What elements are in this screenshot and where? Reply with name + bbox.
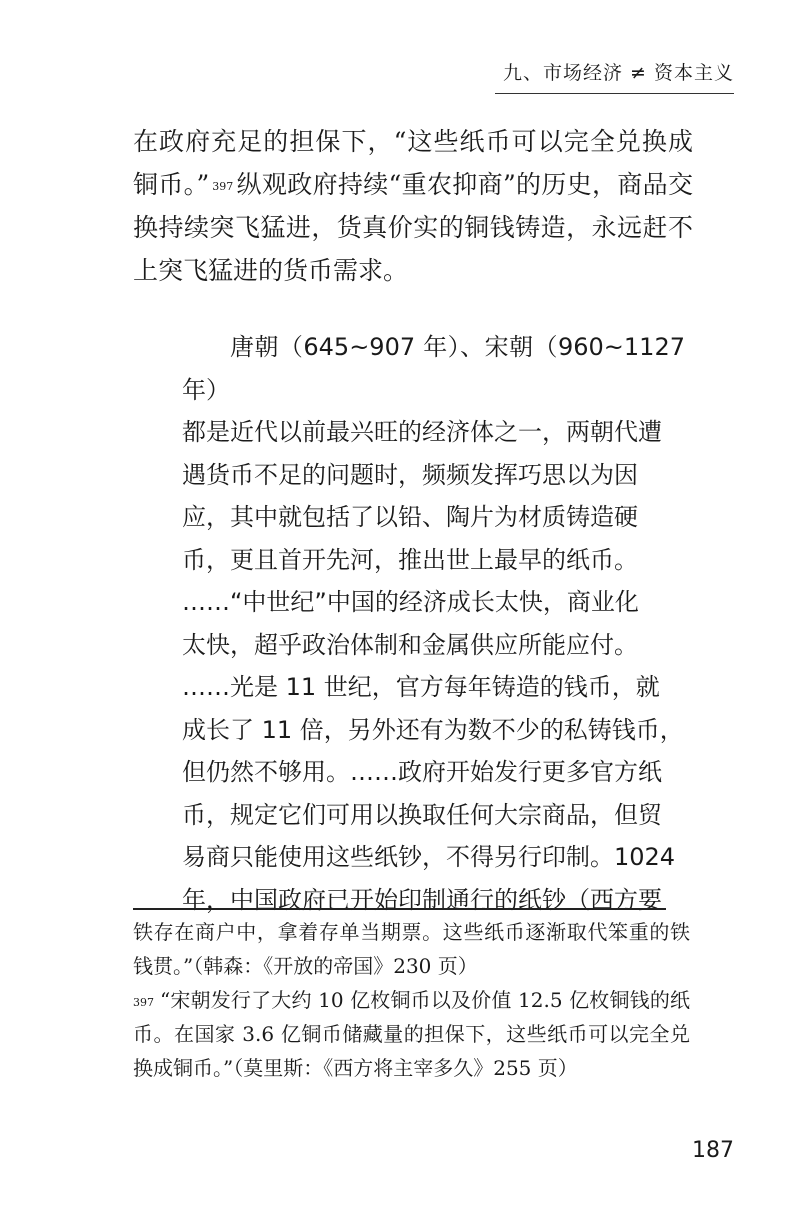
footnote-397: [133, 983, 690, 1085]
quote-line: ……光是 11 世纪，官方每年铸造的钱币，就: [182, 673, 660, 701]
quote-line: 太快，超乎政治体制和金属供应所能应付。: [182, 630, 638, 659]
footnote-reference[interactable]: 397: [212, 180, 234, 193]
quote-line: 成长了 11 倍，另外还有为数不少的私铸钱币，: [182, 715, 684, 744]
quote-line: 唐朝（645~907 年）、宋朝（960~1127 年）: [182, 333, 685, 404]
footnote-text: “宋朝发行了大约 10 亿枚铜币以及价值 12.5 亿枚铜钱的纸币。在国家 3.6 亿铜币储藏量的担保下，这些纸币可以完全兑换成铜币。”（莫里斯：《西方将主宰多久》255 页）: [133, 988, 690, 1080]
footnote-mark: 397: [133, 996, 154, 1009]
block-quote: [182, 326, 685, 921]
quote-line: 年，中国政府已开始印制通行的纸钞（西方要: [182, 885, 662, 914]
paragraph-text-after: 纵观政府持续“重农抑商”的历史，商品交换持续突飞猛进，货真价实的铜钱铸造，永远赶不上突飞猛进的货币需求。: [133, 170, 693, 285]
footnote-continued: 铁存在商户中，拿着存单当期票。这些纸币逐渐取代笨重的铁钱贯。”（韩森：《开放的帝国》230 页）: [133, 920, 690, 978]
quote-line: 币，规定它们可用以换取任何大宗商品，但贸: [182, 800, 662, 829]
header-rule: [495, 93, 734, 94]
quote-line: 应，其中就包括了以铅、陶片为材质铸造硬: [182, 503, 638, 531]
footnotes: [133, 915, 690, 1085]
page-number: 187: [692, 1138, 734, 1163]
quote-line: 币，更且首开先河，推出世上最早的纸币。: [182, 545, 638, 574]
quote-line: ……“中世纪”中国的经济成长太快，商业化: [182, 588, 639, 616]
quote-line: 遇货币不足的问题时，频频发挥巧思以为因: [182, 460, 638, 489]
running-header: 九、市场经济 ≠ 资本主义: [503, 62, 734, 84]
quote-line: 都是近代以前最兴旺的经济体之一，两朝代遭: [182, 418, 662, 446]
quote-line: 易商只能使用这些纸钞，不得另行印制。1024: [182, 843, 676, 871]
paragraph-text-before: 在政府充足的担保下，“这些纸币可以完全兑换成铜币。”: [133, 127, 693, 199]
quote-line: 但仍然不够用。……政府开始发行更多官方纸: [182, 758, 662, 786]
main-paragraph: [133, 120, 693, 292]
footnote-rule: [133, 908, 666, 910]
